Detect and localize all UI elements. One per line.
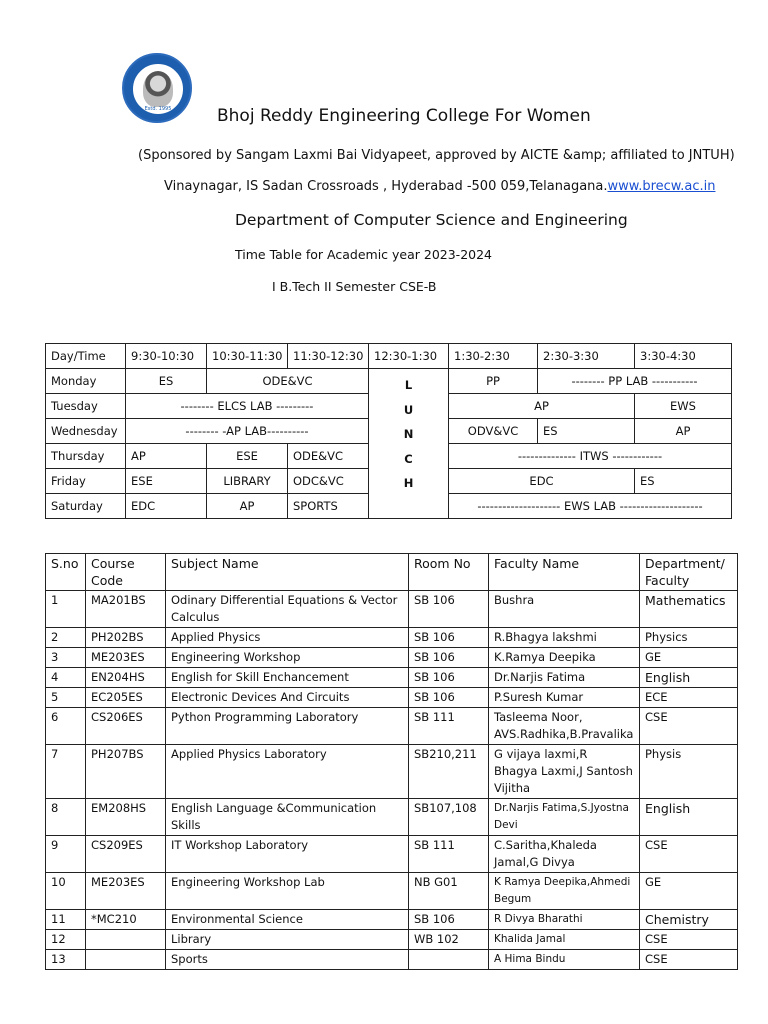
period-cell: SPORTS (288, 494, 369, 519)
department-cell: GE (640, 648, 738, 668)
course-faculty-table (45, 553, 738, 970)
header-slot-1: 9:30-10:30 (126, 344, 207, 369)
department-cell: CSE (640, 930, 738, 950)
course-code-cell (86, 950, 166, 970)
sno-cell: 8 (46, 799, 86, 836)
lab-cell: -------- ELCS LAB --------- (126, 394, 369, 419)
header-slot-2: 10:30-11:30 (207, 344, 288, 369)
faculty-name-cell: K Ramya Deepika,Ahmedi Begum (489, 873, 640, 910)
faculty-name-cell: R.Bhagya lakshmi (489, 628, 640, 648)
logo-emblem (132, 63, 184, 115)
faculty-name-cell: Khalida Jamal (489, 930, 640, 950)
weekly-timetable (45, 343, 732, 519)
faculty-name-cell: G vijaya laxmi,R Bhagya Laxmi,J Santosh Vijitha (489, 745, 640, 799)
period-cell: LIBRARY (207, 469, 288, 494)
timetable-header-row (46, 344, 732, 369)
day-cell: Saturday (46, 494, 126, 519)
sno-cell: 5 (46, 688, 86, 708)
room-no-cell: SB 106 (409, 648, 489, 668)
department-cell: Mathematics (640, 591, 738, 628)
course-code-cell (86, 930, 166, 950)
row-monday (46, 369, 732, 394)
faculty-name-cell: P.Suresh Kumar (489, 688, 640, 708)
department-cell: Physics (640, 628, 738, 648)
department-title: Department of Computer Science and Engineering (235, 211, 628, 229)
sno-cell: 4 (46, 668, 86, 688)
lunch-letter: U (403, 402, 414, 417)
lab-cell: -------- -AP LAB---------- (126, 419, 369, 444)
subject-name-cell: Engineering Workshop (166, 648, 409, 668)
period-cell: AP (126, 444, 207, 469)
period-cell: ODV&VC (449, 419, 538, 444)
department-cell: CSE (640, 708, 738, 745)
course-row (46, 591, 738, 628)
lab-cell: -------- PP LAB ----------- (538, 369, 732, 394)
sno-cell: 3 (46, 648, 86, 668)
period-cell: AP (207, 494, 288, 519)
sno-cell: 10 (46, 873, 86, 910)
day-cell: Thursday (46, 444, 126, 469)
department-cell: CSE (640, 836, 738, 873)
period-cell: EWS (635, 394, 732, 419)
header-slot-5: 2:30-3:30 (538, 344, 635, 369)
class-semester: I B.Tech II Semester CSE-B (272, 279, 437, 294)
course-row (46, 648, 738, 668)
period-cell: PP (449, 369, 538, 394)
subject-name-cell: Environmental Science (166, 910, 409, 930)
course-code-cell: PH207BS (86, 745, 166, 799)
course-code-cell: ME203ES (86, 873, 166, 910)
department-cell: CSE (640, 950, 738, 970)
header-subject-name: Subject Name (166, 554, 409, 591)
period-cell: ES (538, 419, 635, 444)
course-row (46, 668, 738, 688)
room-no-cell: SB 111 (409, 836, 489, 873)
day-cell: Tuesday (46, 394, 126, 419)
header-course-code: Course Code (86, 554, 166, 591)
course-code-cell: EM208HS (86, 799, 166, 836)
sno-cell: 12 (46, 930, 86, 950)
faculty-name-cell: Dr.Narjis Fatima,S.Jyostna Devi (489, 799, 640, 836)
lab-cell: -------------------- EWS LAB -------------------- (449, 494, 732, 519)
room-no-cell: SB 106 (409, 688, 489, 708)
course-row (46, 708, 738, 745)
subject-name-cell: Applied Physics Laboratory (166, 745, 409, 799)
period-cell: AP (635, 419, 732, 444)
faculty-name-cell: Tasleema Noor, AVS.Radhika,B.Pravalika (489, 708, 640, 745)
lab-cell: -------------- ITWS ------------ (449, 444, 732, 469)
header-slot-3: 11:30-12:30 (288, 344, 369, 369)
course-code-cell: *MC210 (86, 910, 166, 930)
header-department: Department/ Faculty (640, 554, 738, 591)
course-row (46, 628, 738, 648)
course-code-cell: ME203ES (86, 648, 166, 668)
period-cell: ESE (126, 469, 207, 494)
subject-name-cell: Odinary Differential Equations & Vector Calculus (166, 591, 409, 628)
course-rows (46, 591, 738, 970)
period-cell: AP (449, 394, 635, 419)
subject-name-cell: IT Workshop Laboratory (166, 836, 409, 873)
day-cell: Friday (46, 469, 126, 494)
course-code-cell: MA201BS (86, 591, 166, 628)
room-no-cell: SB 106 (409, 591, 489, 628)
room-no-cell: SB210,211 (409, 745, 489, 799)
faculty-name-cell: K.Ramya Deepika (489, 648, 640, 668)
room-no-cell: SB 111 (409, 708, 489, 745)
period-cell: EDC (126, 494, 207, 519)
subject-name-cell: Sports (166, 950, 409, 970)
department-cell: English (640, 799, 738, 836)
header-slot-6: 3:30-4:30 (635, 344, 732, 369)
department-cell: GE (640, 873, 738, 910)
day-cell: Monday (46, 369, 126, 394)
department-cell: Chemistry (640, 910, 738, 930)
room-no-cell: SB 106 (409, 910, 489, 930)
period-cell: ODE&VC (207, 369, 369, 394)
department-cell: Physis (640, 745, 738, 799)
subject-name-cell: English Language &Communication Skills (166, 799, 409, 836)
sponsor-line: (Sponsored by Sangam Laxmi Bai Vidyapeet, approved by AICTE &amp; affiliated to JNTUH) (138, 148, 735, 163)
sno-cell: 13 (46, 950, 86, 970)
course-row (46, 950, 738, 970)
sno-cell: 2 (46, 628, 86, 648)
lunch-letter: L (404, 378, 413, 392)
lunch-letter: N (403, 427, 414, 441)
course-code-cell: CS209ES (86, 836, 166, 873)
course-row (46, 799, 738, 836)
period-cell: EDC (449, 469, 635, 494)
room-no-cell: SB 106 (409, 668, 489, 688)
subject-name-cell: Applied Physics (166, 628, 409, 648)
room-no-cell: NB G01 (409, 873, 489, 910)
sno-cell: 9 (46, 836, 86, 873)
period-cell: ODC&VC (288, 469, 369, 494)
logo-estd-text: Estd. 1995 (144, 106, 172, 112)
subject-name-cell: Library (166, 930, 409, 950)
faculty-name-cell: Bushra (489, 591, 640, 628)
founder-portrait (143, 71, 173, 107)
department-cell: English (640, 668, 738, 688)
faculty-name-cell: Dr.Narjis Fatima (489, 668, 640, 688)
department-cell: ECE (640, 688, 738, 708)
lunch-letter: C (404, 451, 413, 466)
course-row (46, 930, 738, 950)
sno-cell: 11 (46, 910, 86, 930)
subject-name-cell: Engineering Workshop Lab (166, 873, 409, 910)
course-code-cell: PH202BS (86, 628, 166, 648)
faculty-name-cell: A Hima Bindu (489, 950, 640, 970)
sno-cell: 6 (46, 708, 86, 745)
address-text: Vinaynagar, IS Sadan Crossroads , Hyderabad -500 059,Telanagana. (164, 179, 608, 194)
day-cell: Wednesday (46, 419, 126, 444)
room-no-cell: WB 102 (409, 930, 489, 950)
header-daytime: Day/Time (46, 344, 126, 369)
course-header-row (46, 554, 738, 591)
address-line (164, 179, 715, 194)
header-slot-4: 1:30-2:30 (449, 344, 538, 369)
course-row (46, 836, 738, 873)
timetable-title: Time Table for Academic year 2023-2024 (235, 247, 493, 262)
sno-cell: 7 (46, 745, 86, 799)
header-sno: S.no (46, 554, 86, 591)
subject-name-cell: English for Skill Enchancement (166, 668, 409, 688)
faculty-name-cell: R Divya Bharathi (489, 910, 640, 930)
sno-cell: 1 (46, 591, 86, 628)
faculty-name-cell: C.Saritha,Khaleda Jamal,G Divya (489, 836, 640, 873)
period-cell: ES (126, 369, 207, 394)
subject-name-cell: Python Programming Laboratory (166, 708, 409, 745)
lunch-letter: H (403, 476, 414, 490)
course-row (46, 910, 738, 930)
college-logo (122, 53, 192, 123)
course-code-cell: EN204HS (86, 668, 166, 688)
header-slot-lunch: 12:30-1:30 (369, 344, 449, 369)
website-link[interactable]: www.brecw.ac.in (607, 179, 716, 194)
lunch-break-cell (369, 369, 449, 519)
college-name: Bhoj Reddy Engineering College For Women (217, 106, 591, 126)
period-cell: ES (635, 469, 732, 494)
course-code-cell: EC205ES (86, 688, 166, 708)
room-no-cell (409, 950, 489, 970)
header-room-no: Room No (409, 554, 489, 591)
room-no-cell: SB 106 (409, 628, 489, 648)
header-faculty-name: Faculty Name (489, 554, 640, 591)
course-code-cell: CS206ES (86, 708, 166, 745)
course-row (46, 688, 738, 708)
room-no-cell: SB107,108 (409, 799, 489, 836)
subject-name-cell: Electronic Devices And Circuits (166, 688, 409, 708)
period-cell: ODE&VC (288, 444, 369, 469)
period-cell: ESE (207, 444, 288, 469)
course-row (46, 873, 738, 910)
course-row (46, 745, 738, 799)
